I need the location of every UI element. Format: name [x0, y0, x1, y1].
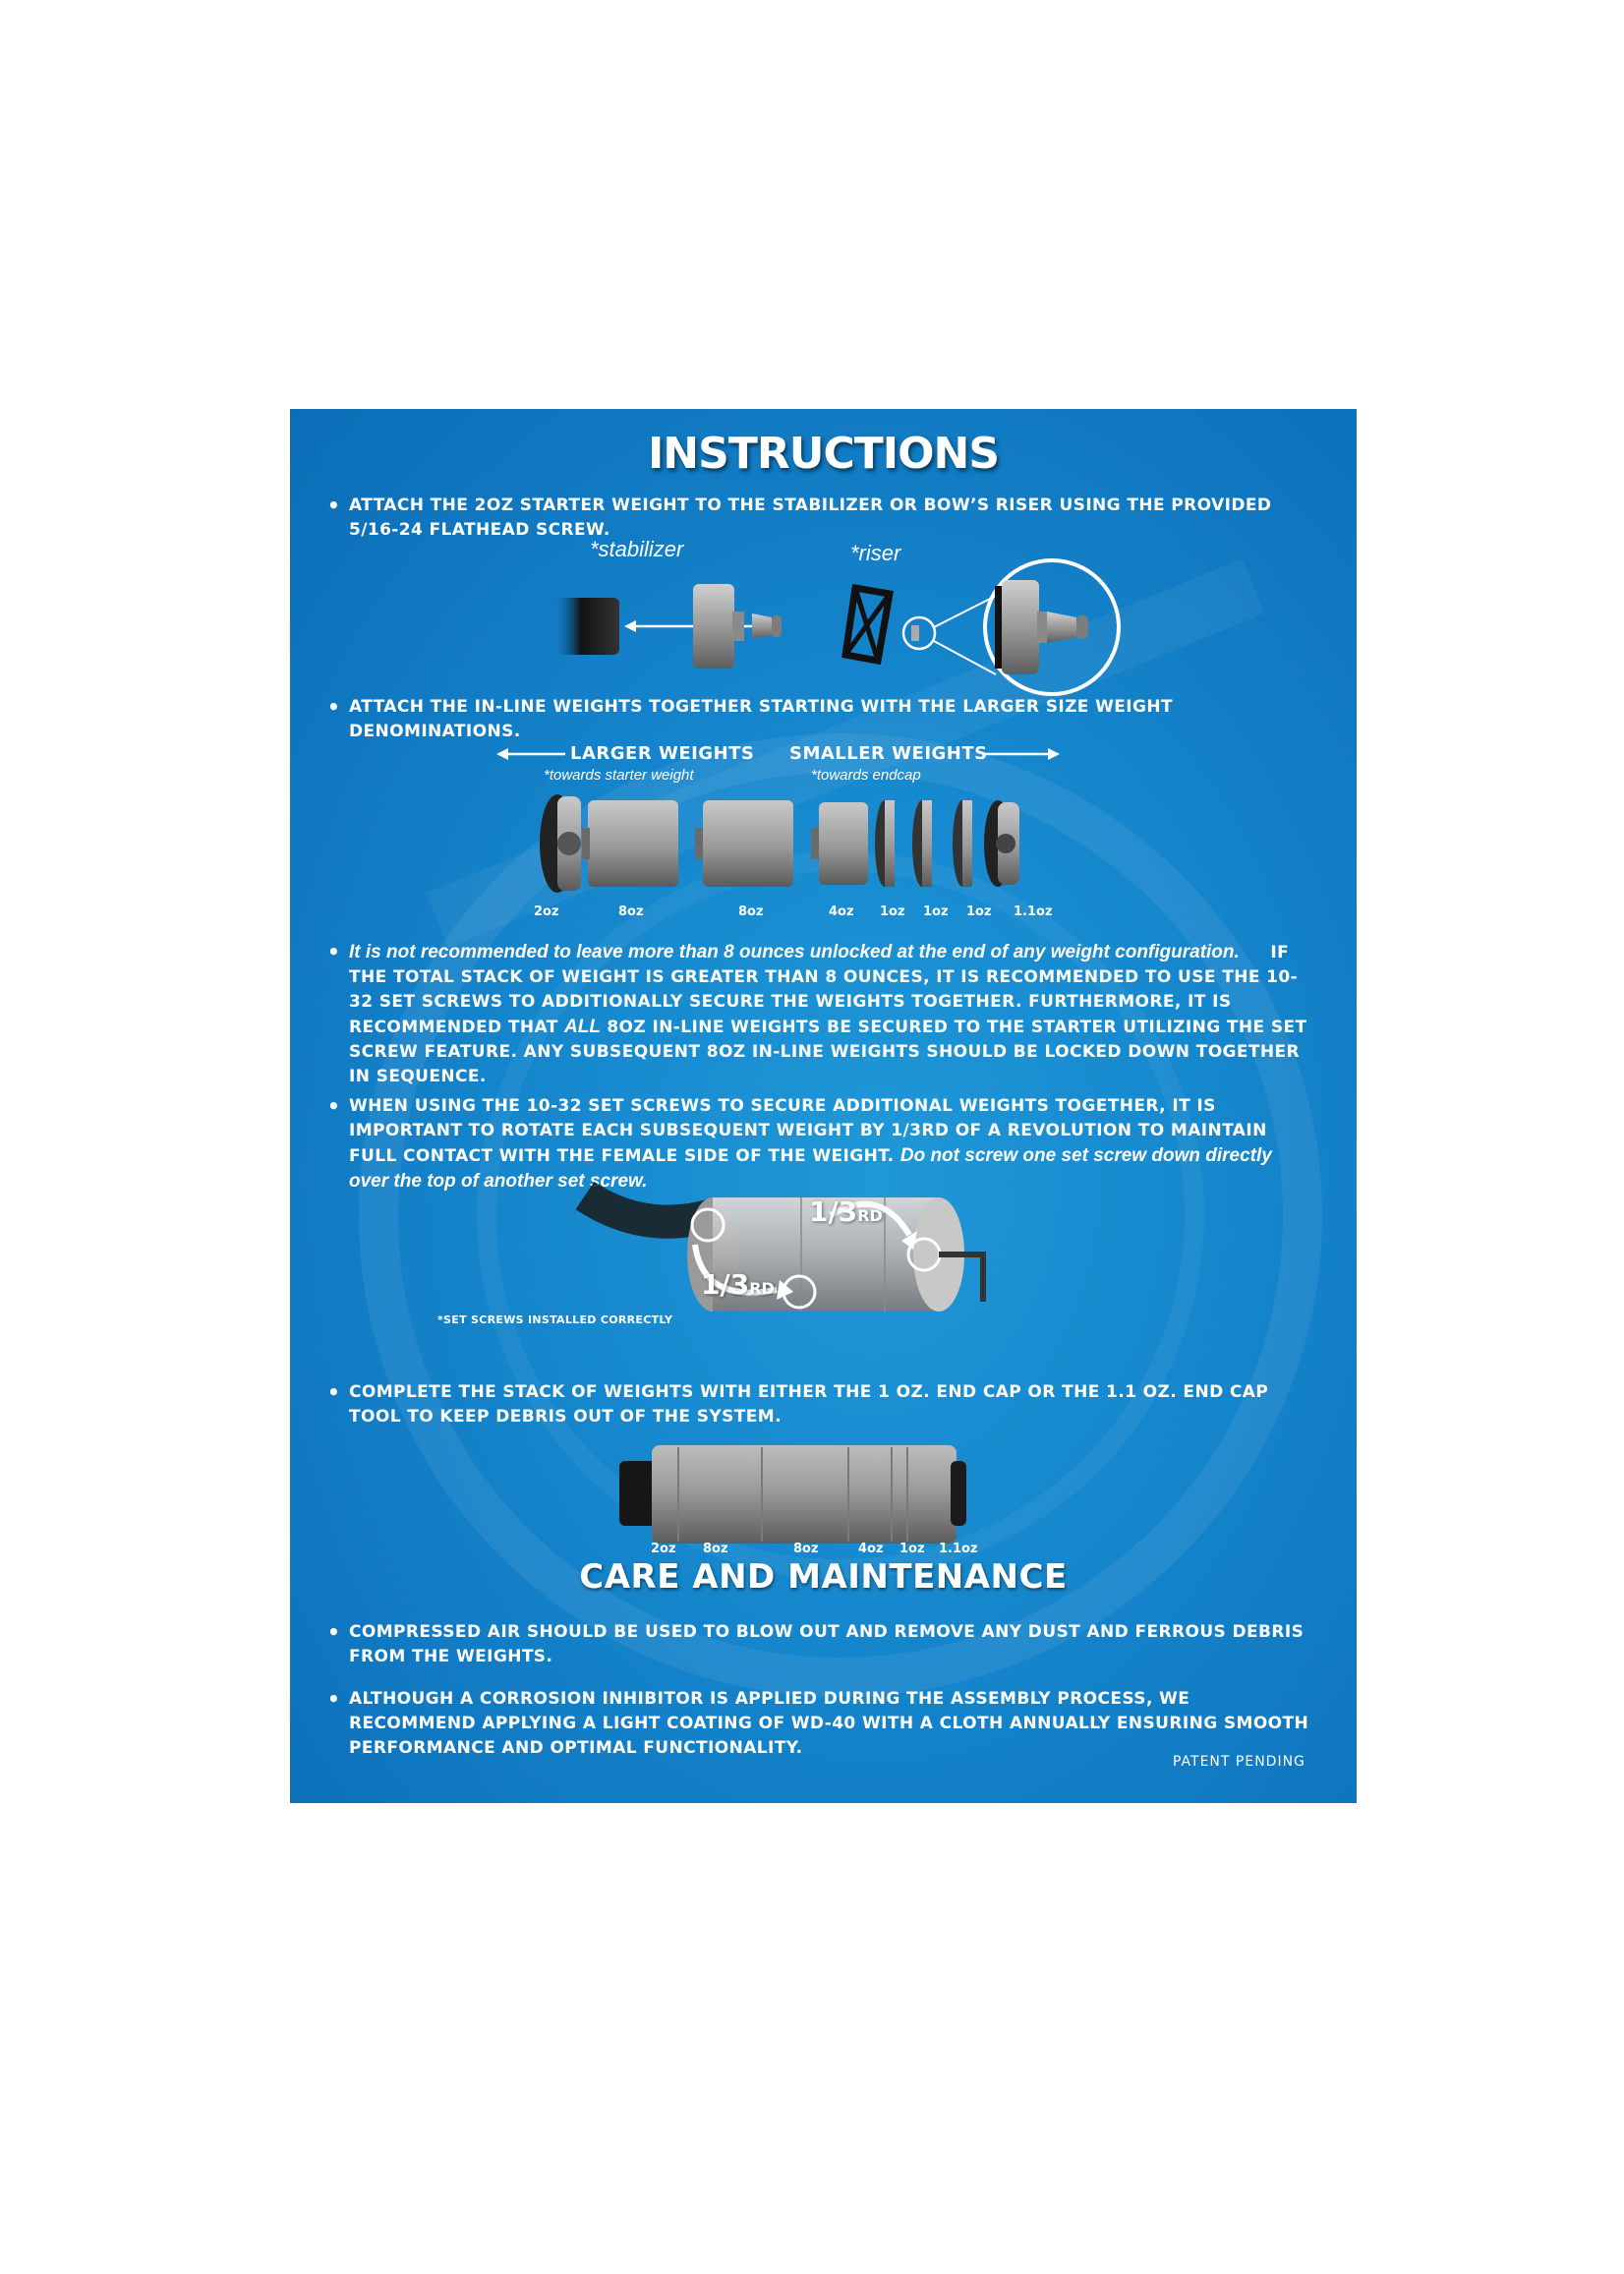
- stack-label: 1oz: [899, 1542, 925, 1556]
- care-1: [327, 1620, 1310, 1669]
- stack-label: 1.1oz: [939, 1542, 978, 1556]
- stack-label: 4oz: [858, 1542, 884, 1556]
- stack-label: 8oz: [793, 1542, 819, 1556]
- weight-label: 1oz: [966, 904, 992, 919]
- smaller-weights-header: SMALLER WEIGHTS: [789, 743, 988, 764]
- weight-label: 2oz: [534, 904, 559, 919]
- step-4-warning: Do not screw one set screw down directly over the top of another set screw.: [349, 1145, 1272, 1192]
- step-5-text: COMPLETE THE STACK OF WEIGHTS WITH EITHER THE 1 OZ. END CAP OR THE 1.1 OZ. END CAP TOOL TO KEEP DEBRIS OUT OF THE SYSTEM.: [349, 1382, 1269, 1427]
- weight-label: 8oz: [738, 904, 764, 919]
- stack-label: 2oz: [651, 1542, 676, 1556]
- step-4: [327, 1094, 1310, 1195]
- step-1-text: ATTACH THE 2OZ STARTER WEIGHT TO THE STABILIZER OR BOW’S RISER USING THE PROVIDED 5/16-24 FLATHEAD SCREW.: [349, 496, 1272, 540]
- instructions-title: INSTRUCTIONS: [647, 429, 1000, 479]
- step-2: [327, 695, 1310, 744]
- stack-label: 8oz: [703, 1542, 728, 1556]
- step-3-all: ALL: [564, 1017, 601, 1037]
- step-4-text: [327, 1094, 1310, 1195]
- weight-label: 8oz: [618, 904, 644, 919]
- step-5: [327, 1380, 1310, 1429]
- step-2-text: ATTACH THE IN-LINE WEIGHTS TOGETHER STARTING WITH THE LARGER SIZE WEIGHT DENOMINATIONS.: [349, 697, 1173, 741]
- bullet: •: [327, 494, 341, 517]
- bullet: •: [327, 940, 341, 963]
- step-3-text: [327, 940, 1310, 1089]
- riser-label: *riser: [850, 541, 901, 565]
- bullet: •: [327, 1094, 341, 1118]
- bullet: •: [327, 1687, 341, 1711]
- instruction-sheet: [290, 409, 1357, 1803]
- step-3: [327, 940, 1310, 1089]
- weight-label: 1oz: [923, 904, 949, 919]
- arrow-left-icon: [496, 747, 565, 761]
- care-1-text: COMPRESSED AIR SHOULD BE USED TO BLOW OUT AND REMOVE ANY DUST AND FERROUS DEBRIS FROM THE WEIGHTS.: [349, 1622, 1305, 1666]
- patent-pending: PATENT PENDING: [1173, 1754, 1305, 1770]
- larger-weights-note: *towards starter weight: [544, 767, 694, 784]
- inline-weights-diagram: [290, 792, 1357, 901]
- arrow-right-icon: [983, 747, 1062, 761]
- care-2-text: ALTHOUGH A CORROSION INHIBITOR IS APPLIED DURING THE ASSEMBLY PROCESS, WE RECOMMEND APPLYING A LIGHT COATING OF WD-40 WITH A CLOTH ANNUALLY ENSURING SMOOTH PERFORMANCE AND OPTIMAL FUNCTIONALITY.: [349, 1689, 1309, 1758]
- smaller-weights-note: *towards endcap: [811, 767, 921, 784]
- weight-label: 1.1oz: [1014, 904, 1053, 919]
- step-4-body: WHEN USING THE 10-32 SET SCREWS TO SECURE ADDITIONAL WEIGHTS TOGETHER, IT IS IMPORTANT TO ROTATE EACH SUBSEQUENT WEIGHT BY 1/3RD OF A REVOLUTION TO MAINTAIN FULL CONTACT WITH THE FEMALE SIDE OF THE WEIGHT.: [349, 1096, 1267, 1166]
- bullet: •: [327, 1380, 341, 1404]
- step-3-warning: It is not recommended to leave more than 8 ounces unlocked at the end of any weight configuration.: [349, 942, 1240, 962]
- weight-label: 4oz: [829, 904, 854, 919]
- bullet: •: [327, 695, 341, 719]
- care-title: CARE AND MAINTENANCE: [579, 1557, 1068, 1597]
- rotation-label-top: 1/3RD: [809, 1195, 883, 1228]
- rotation-label-bottom: 1/3RD: [701, 1268, 775, 1301]
- step-3-body-b: 8OZ IN-LINE WEIGHTS BE SECURED TO THE STARTER UTILIZING THE SET SCREW FEATURE. ANY SUBSEQUENT 8OZ IN-LINE WEIGHTS SHOULD BE LOCKED DOWN TOGETHER IN SEQUENCE.: [349, 1018, 1307, 1086]
- care-2: [327, 1687, 1310, 1761]
- bullet: •: [327, 1620, 341, 1644]
- weight-label: 1oz: [880, 904, 905, 919]
- larger-weights-header: LARGER WEIGHTS: [570, 743, 755, 764]
- set-screws-note: *SET SCREWS INSTALLED CORRECTLY: [437, 1313, 673, 1326]
- stabilizer-label: *stabilizer: [590, 537, 684, 561]
- step-3-body-a: IF THE TOTAL STACK OF WEIGHT IS GREATER THAN 8 OUNCES, IT IS RECOMMENDED TO USE THE 10-32 SET SCREWS TO ADDITIONALLY SECURE THE WEIGHTS TOGETHER. FURTHERMORE, IT IS RECOMMENDED THAT: [349, 943, 1299, 1037]
- step-1: [327, 494, 1310, 543]
- assembled-stack-diagram: [290, 1439, 1357, 1547]
